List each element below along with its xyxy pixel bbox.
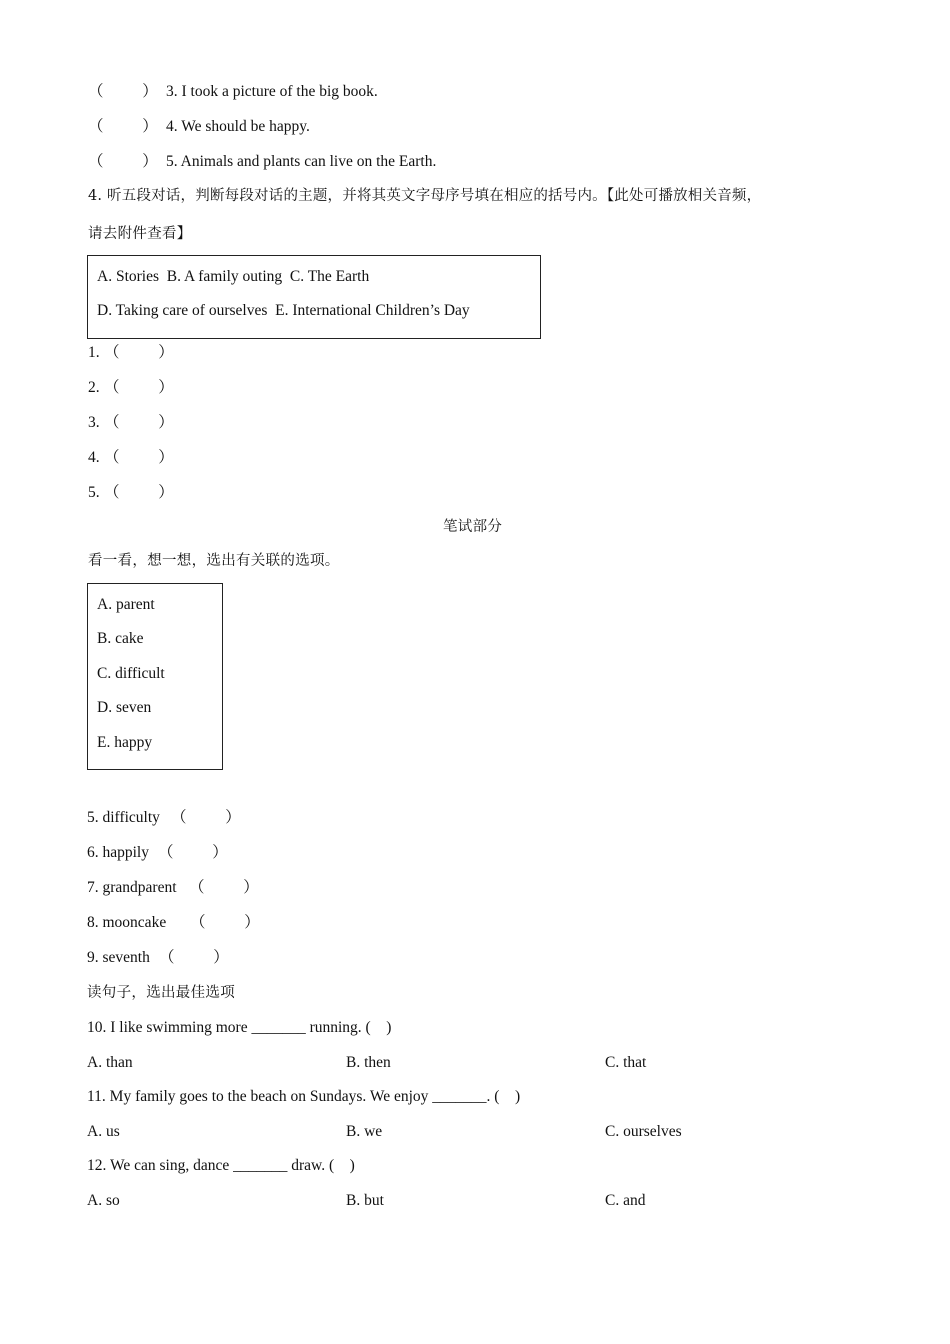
answer-bracket[interactable]: （ ） [88, 83, 158, 100]
mc-option[interactable]: A. us [87, 1123, 120, 1140]
q4-instruction-line1: 4. 听五段对话，判断每段对话的主题，并将其英文字母序号填在相应的括号内。【此处可播放相关音频， [88, 188, 762, 204]
answer-bracket[interactable]: （ ） [88, 153, 158, 170]
answer-number: 4. [88, 449, 100, 466]
mc-option[interactable]: C. and [605, 1192, 646, 1209]
mc-question: 11. My family goes to the beach on Sundays. We enjoy _______. ( ) [87, 1088, 521, 1105]
answer-bracket[interactable]: （ ） [171, 809, 241, 826]
match-option: D. seven [97, 699, 152, 716]
mc-option[interactable]: B. we [346, 1123, 383, 1140]
answer-bracket[interactable]: （ ） [104, 414, 174, 431]
answer-bracket[interactable]: （ ） [104, 484, 174, 501]
match-option: B. cake [97, 630, 144, 647]
answer-number: 3. [88, 414, 100, 431]
judge-statement: 3. I took a picture of the big book. [166, 83, 378, 100]
mc-option[interactable]: C. ourselves [605, 1123, 682, 1140]
answer-number: 1. [88, 344, 100, 361]
mc-question: 12. We can sing, dance _______ draw. ( ) [87, 1157, 355, 1174]
match-word: 7. grandparent [87, 879, 177, 896]
match-option: A. parent [97, 596, 155, 613]
match-instruction: 看一看，想一想，选出有关联的选项。 [88, 553, 340, 569]
mc-option[interactable]: C. that [605, 1054, 647, 1071]
q4-options-box [87, 255, 541, 339]
q4-instruction-line2: 请去附件查看】 [88, 226, 192, 242]
mc-option[interactable]: A. so [87, 1192, 120, 1209]
answer-bracket[interactable]: （ ） [159, 949, 229, 966]
match-word: 6. happily [87, 844, 149, 861]
match-options-box [87, 583, 223, 770]
mc-option[interactable]: B. but [346, 1192, 384, 1209]
match-word: 9. seventh [87, 949, 150, 966]
mc-option[interactable]: B. then [346, 1054, 391, 1071]
answer-bracket[interactable]: （ ） [104, 379, 174, 396]
match-word: 5. difficulty [87, 809, 160, 826]
mc-option[interactable]: A. than [87, 1054, 133, 1071]
answer-bracket[interactable]: （ ） [189, 879, 259, 896]
answer-number: 5. [88, 484, 100, 501]
mc-instruction: 读句子，选出最佳选项 [87, 985, 235, 1001]
answer-bracket[interactable]: （ ） [104, 449, 174, 466]
answer-bracket[interactable]: （ ） [104, 344, 174, 361]
q4-options-line2: D. Taking care of ourselves E. International Children’s Day [97, 302, 470, 319]
judge-statement: 5. Animals and plants can live on the Earth. [166, 153, 437, 170]
answer-number: 2. [88, 379, 100, 396]
judge-statement: 4. We should be happy. [166, 118, 310, 135]
answer-bracket[interactable]: （ ） [190, 914, 260, 931]
mc-question: 10. I like swimming more _______ running. ( ) [87, 1019, 392, 1036]
answer-bracket[interactable]: （ ） [88, 118, 158, 135]
section-title: 笔试部分 [443, 519, 503, 535]
match-option: C. difficult [97, 665, 165, 682]
answer-bracket[interactable]: （ ） [158, 844, 228, 861]
match-word: 8. mooncake [87, 914, 167, 931]
match-option: E. happy [97, 734, 153, 751]
q4-options-line1: A. Stories B. A family outing C. The Earth [97, 268, 370, 285]
